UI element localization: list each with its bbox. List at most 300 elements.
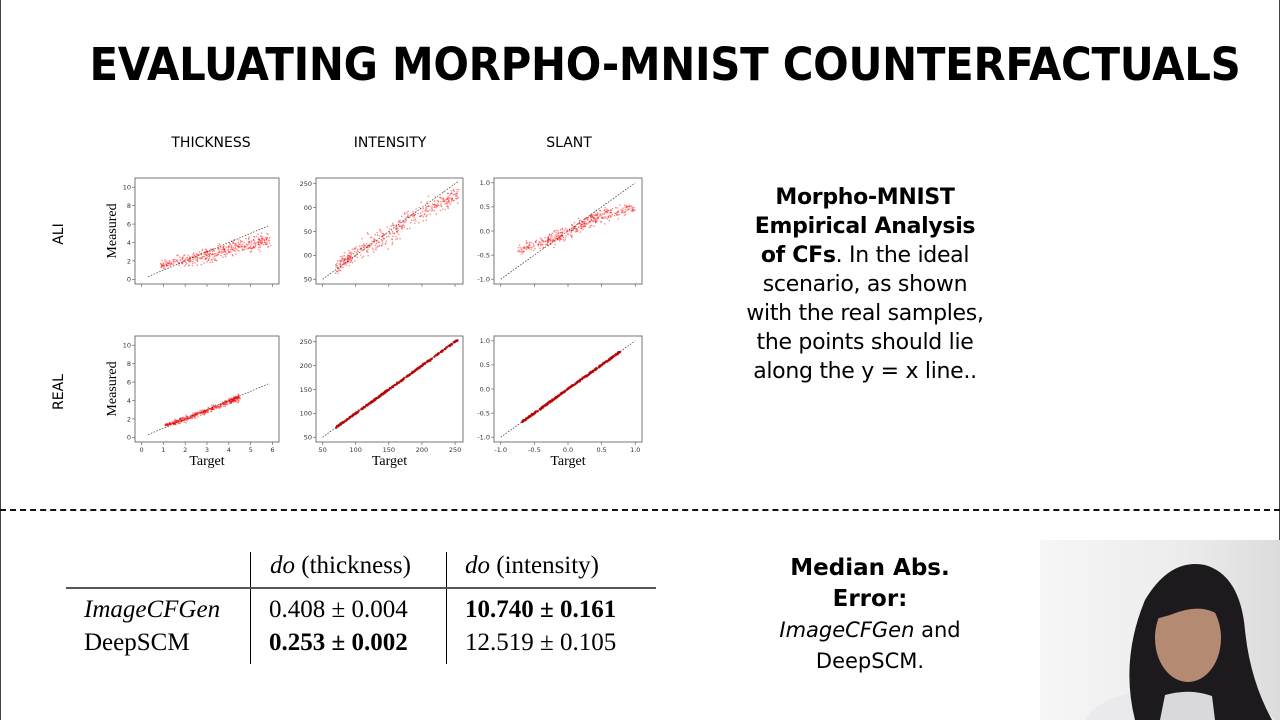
scatter-point <box>266 239 268 241</box>
scatter-point <box>426 201 428 203</box>
scatter-point <box>194 255 196 257</box>
scatter-point <box>620 209 622 211</box>
scatter-point <box>352 249 354 251</box>
scatter-point <box>456 189 458 191</box>
scatter-point <box>161 265 163 267</box>
scatter-point <box>348 265 350 267</box>
scatter-point <box>350 256 352 258</box>
scatter-point <box>528 248 530 250</box>
scatter-point <box>349 252 351 254</box>
scatter-point <box>565 228 567 230</box>
scatter-point <box>169 262 171 264</box>
scatter-point <box>205 253 207 255</box>
scatter-point <box>200 415 202 417</box>
scatter-point <box>631 207 633 209</box>
scatter-point <box>180 260 182 262</box>
scatter-point <box>431 206 433 208</box>
scatter-point <box>369 246 371 248</box>
scatter-point <box>441 206 443 208</box>
scatter-point <box>182 418 184 420</box>
scatter-point <box>236 245 238 247</box>
scatter-point <box>372 247 374 249</box>
y-tick-label: 00 <box>303 251 312 260</box>
cell-deepscm-thickness: 0.253 ± 0.002 <box>269 629 408 656</box>
scatter-point <box>223 247 225 249</box>
scatter-point <box>403 222 405 224</box>
scatter-point <box>448 201 450 203</box>
scatter-point <box>556 230 558 232</box>
scatter-point <box>386 240 388 242</box>
scatter-point <box>446 201 448 203</box>
y-tick-label: 0 <box>126 433 131 442</box>
scatter-point <box>161 259 163 261</box>
scatter-point <box>580 225 582 227</box>
scatter-point <box>189 261 191 263</box>
scatter-point <box>625 209 627 211</box>
scatter-point <box>264 239 266 241</box>
scatter-point <box>634 209 636 211</box>
scatter-point <box>581 224 583 226</box>
scatter-point <box>562 228 564 230</box>
scatter-point <box>209 256 211 258</box>
scatter-point <box>237 245 239 247</box>
scatter-point <box>185 422 187 424</box>
scatter-point <box>601 218 603 220</box>
scatter-point <box>220 404 222 406</box>
scatter-point <box>562 232 564 234</box>
scatter-point <box>385 243 387 245</box>
scatter-point <box>183 261 185 263</box>
y-tick-label: 0.0 <box>479 385 490 394</box>
scatter-point <box>166 424 168 426</box>
scatter-point <box>205 248 207 250</box>
caption-rest: and <box>914 618 961 642</box>
scatter-point <box>404 225 406 227</box>
scatter-point <box>442 200 444 202</box>
scatter-point <box>434 206 436 208</box>
scatter-point <box>415 208 417 210</box>
y-tick-label: 2 <box>126 415 131 424</box>
scatter-point <box>356 252 358 254</box>
scatter-point <box>218 406 220 408</box>
scatter-point <box>429 209 431 211</box>
scatter-point <box>606 208 608 210</box>
scatter-point <box>594 215 596 217</box>
row-header-real: REAL <box>51 374 67 410</box>
scatter-point <box>253 243 255 245</box>
scatter-point <box>179 256 181 258</box>
scatter-point <box>570 232 572 234</box>
scatter-point <box>540 237 542 239</box>
scatter-point <box>526 242 528 244</box>
scatter-point <box>422 211 424 213</box>
scatter-point <box>228 399 230 401</box>
scatter-point <box>585 221 587 223</box>
scatter-point <box>201 410 203 412</box>
scatter-figure-grid <box>0 0 700 480</box>
scatter-point <box>221 249 223 251</box>
scatter-point <box>551 240 553 242</box>
scatter-point <box>338 270 340 272</box>
scatter-point <box>226 400 228 402</box>
scatter-point <box>227 248 229 250</box>
scatter-point <box>355 246 357 248</box>
scatter-point <box>259 242 261 244</box>
scatter-point <box>258 243 260 245</box>
scatter-point <box>381 231 383 233</box>
scatter-point <box>455 196 457 198</box>
scatter-point <box>195 257 197 259</box>
scatter-point <box>360 254 362 256</box>
scatter-point <box>195 412 197 414</box>
scatter-point <box>444 203 446 205</box>
scatter-point <box>537 244 539 246</box>
scatter-point <box>360 248 362 250</box>
scatter-point <box>229 251 231 253</box>
scatter-point <box>404 212 406 214</box>
scatter-point <box>628 209 630 211</box>
scatter-point <box>526 246 528 248</box>
y-tick-label: 250 <box>299 338 312 347</box>
scatter-point <box>250 245 252 247</box>
scatter-point <box>593 226 595 228</box>
scatter-point <box>401 228 403 230</box>
scatter-point <box>337 260 339 262</box>
scatter-point <box>261 239 263 241</box>
scatter-point <box>340 256 342 258</box>
scatter-point <box>255 246 257 248</box>
scatter-point <box>266 242 268 244</box>
scatter-point <box>389 228 391 230</box>
scatter-point <box>599 210 601 212</box>
description-bold: Morpho-MNIST Empirical Analysis of CFs <box>754 185 976 268</box>
scatter-point <box>208 258 210 260</box>
scatter-point <box>631 205 633 207</box>
scatter-point <box>252 247 254 249</box>
scatter-point <box>367 255 369 257</box>
scatter-point <box>220 255 222 257</box>
scatter-point <box>600 214 602 216</box>
scatter-point <box>554 235 556 237</box>
scatter-point <box>558 235 560 237</box>
scatter-point <box>185 262 187 264</box>
scatter-point <box>454 194 456 196</box>
scatter-point <box>232 254 234 256</box>
scatter-point <box>196 257 198 259</box>
scatter-point <box>582 221 584 223</box>
scatter-point <box>565 235 567 237</box>
scatter-point <box>354 260 356 262</box>
scatter-point <box>580 228 582 230</box>
scatter-point <box>351 259 353 261</box>
scatter-point <box>560 229 562 231</box>
scatter-point <box>395 228 397 230</box>
y-tick-label: 4 <box>126 396 131 405</box>
scatter-point <box>340 270 342 272</box>
scatter-point <box>405 220 407 222</box>
scatter-point <box>251 243 253 245</box>
scatter-point <box>377 232 379 234</box>
scatter-point <box>447 206 449 208</box>
scatter-point <box>238 250 240 252</box>
scatter-point <box>236 248 238 250</box>
scatter-point <box>244 248 246 250</box>
scatter-point <box>606 210 608 212</box>
scatter-point <box>608 217 610 219</box>
scatter-point <box>338 273 340 275</box>
scatter-point <box>528 244 530 246</box>
scatter-point <box>216 254 218 256</box>
scatter-point <box>192 258 194 260</box>
scatter-point <box>201 264 203 266</box>
scatter-point <box>348 250 350 252</box>
scatter-point <box>192 261 194 263</box>
x-tick-label: 1.0 <box>630 446 641 454</box>
scatter-point <box>415 220 417 222</box>
scatter-point <box>527 246 529 248</box>
scatter-point <box>165 262 167 264</box>
scatter-point <box>539 241 541 243</box>
scatter-point <box>413 215 415 217</box>
scatter-point <box>543 247 545 249</box>
scatter-point <box>196 254 198 256</box>
scatter-point <box>188 265 190 267</box>
scatter-point <box>539 247 541 249</box>
scatter-point <box>185 264 187 266</box>
scatter-point <box>366 243 368 245</box>
scatter-point <box>414 223 416 225</box>
scatter-point <box>447 196 449 198</box>
scatter-point <box>238 247 240 249</box>
x-tick-label: 50 <box>318 446 327 454</box>
scatter-point <box>212 408 214 410</box>
scatter-point <box>446 199 448 201</box>
scatter-point <box>224 249 226 251</box>
scatter-point <box>269 242 271 244</box>
scatter-point <box>253 239 255 241</box>
scatter-point <box>223 404 225 406</box>
scatter-point <box>222 401 224 403</box>
scatter-point <box>405 221 407 223</box>
scatter-point <box>189 256 191 258</box>
scatter-point <box>230 402 232 404</box>
scatter-point <box>387 248 389 250</box>
scatter-point <box>234 250 236 252</box>
scatter-point <box>428 210 430 212</box>
scatter-point <box>204 256 206 258</box>
scatter-point <box>547 243 549 245</box>
scatter-point <box>421 215 423 217</box>
scatter-point <box>185 258 187 260</box>
scatter-point <box>222 256 224 258</box>
scatter-point <box>593 220 595 222</box>
scatter-point <box>381 241 383 243</box>
scatter-point <box>376 243 378 245</box>
scatter-point <box>612 208 614 210</box>
scatter-point <box>382 233 384 235</box>
scatter-point <box>428 205 430 207</box>
scatter-point <box>619 214 621 216</box>
scatter-point <box>379 235 381 237</box>
y-tick-label: -0.5 <box>477 251 490 260</box>
scatter-point <box>422 220 424 222</box>
scatter-point <box>211 405 213 407</box>
scatter-point <box>442 208 444 210</box>
scatter-point <box>212 251 214 253</box>
scatter-point <box>262 236 264 238</box>
scatter-point <box>267 234 269 236</box>
scatter-point <box>574 222 576 224</box>
y-tick-label: -1.0 <box>477 275 490 284</box>
scatter-point <box>453 194 455 196</box>
scatter-point <box>571 224 573 226</box>
x-tick-label: 0.0 <box>562 446 574 454</box>
scatter-point <box>268 239 270 241</box>
scatter-point <box>218 252 220 254</box>
scatter-point <box>530 249 532 251</box>
scatter-point <box>203 262 205 264</box>
scatter-point <box>590 216 592 218</box>
scatter-point <box>397 238 399 240</box>
scatter-point <box>235 253 237 255</box>
scatter-point <box>258 249 260 251</box>
scatter-point <box>182 258 184 260</box>
description-text <box>745 183 985 386</box>
row-method-imagecfgen: ImageCFGen <box>84 596 221 623</box>
scatter-point <box>206 261 208 263</box>
scatter-point <box>522 247 524 249</box>
scatter-point <box>597 212 599 214</box>
scatter-point <box>186 419 188 421</box>
scatter-point <box>522 252 524 254</box>
scatter-point <box>605 217 607 219</box>
scatter-point <box>260 246 262 248</box>
scatter-point <box>363 256 365 258</box>
scatter-point <box>395 236 397 238</box>
scatter-point <box>238 243 240 245</box>
scatter-point <box>390 225 392 227</box>
scatter-point <box>232 242 234 244</box>
scatter-point <box>412 211 414 213</box>
scatter-point <box>595 218 597 220</box>
scatter-point <box>607 218 609 220</box>
scatter-point <box>629 207 631 209</box>
y-tick-label: 150 <box>299 385 312 394</box>
scatter-point <box>251 241 253 243</box>
scatter-point <box>364 245 366 247</box>
scatter-point <box>420 213 422 215</box>
scatter-point <box>423 208 425 210</box>
scatter-point <box>361 238 363 240</box>
scatter-point <box>225 254 227 256</box>
presenter-webcam-video <box>1040 540 1280 720</box>
header-do-intensity <box>465 552 599 580</box>
y-tick-label: 50 <box>303 275 312 284</box>
caption-rest-2: DeepSCM. <box>815 649 925 673</box>
scatter-point <box>552 233 554 235</box>
scatter-point <box>341 266 343 268</box>
scatter-point <box>235 400 237 402</box>
scatter-point <box>243 242 245 244</box>
scatter-point <box>396 230 398 232</box>
scatter-point <box>612 214 614 216</box>
scatter-point <box>407 214 409 216</box>
scatter-point <box>419 207 421 209</box>
scatter-point <box>244 246 246 248</box>
scatter-point <box>233 247 235 249</box>
scatter-point <box>570 235 572 237</box>
scatter-point <box>428 196 430 198</box>
scatter-point <box>246 246 248 248</box>
x-tick-label: 0.5 <box>596 446 607 454</box>
header-text: (thickness) <box>295 552 411 579</box>
scatter-point <box>185 416 187 418</box>
y-tick-label: 8 <box>126 201 131 210</box>
y-tick-label: 6 <box>126 378 131 387</box>
scatter-point <box>564 230 566 232</box>
scatter-point <box>403 227 405 229</box>
scatter-point <box>443 198 445 200</box>
scatter-point <box>263 244 265 246</box>
scatter-point <box>558 232 560 234</box>
scatter-point <box>549 234 551 236</box>
scatter-point <box>180 417 182 419</box>
scatter-point <box>346 264 348 266</box>
scatter-point <box>344 258 346 260</box>
scatter-point <box>183 421 185 423</box>
x-axis-label: Target <box>550 454 586 469</box>
results-caption-title: Median Abs. Error: <box>790 555 950 612</box>
scatter-point <box>255 243 257 245</box>
scatter-point <box>373 251 375 253</box>
scatter-point <box>197 260 199 262</box>
scatter-point <box>199 251 201 253</box>
y-tick-label: 4 <box>126 238 131 247</box>
scatter-point <box>374 234 376 236</box>
scatter-point <box>434 196 436 198</box>
scatter-point <box>534 248 536 250</box>
scatter-point <box>399 238 401 240</box>
scatter-point <box>367 245 369 247</box>
row-header-ali: ALI <box>51 223 67 245</box>
scatter-point <box>386 236 388 238</box>
scatter-point <box>600 221 602 223</box>
scatter-point <box>371 244 373 246</box>
scatter-point <box>197 264 199 266</box>
scatter-point <box>192 412 194 414</box>
scatter-point <box>383 238 385 240</box>
scatter-point <box>453 200 455 202</box>
scatter-point <box>401 226 403 228</box>
scatter-point <box>217 245 219 247</box>
scatter-point <box>381 245 383 247</box>
scatter-point <box>530 247 532 249</box>
scatter-point <box>565 239 567 241</box>
scatter-point <box>387 226 389 228</box>
header-do-thickness <box>270 552 411 580</box>
scatter-point <box>228 245 230 247</box>
column-header-intensity: INTENSITY <box>353 135 427 151</box>
scatter-point <box>237 249 239 251</box>
scatter-point <box>370 243 372 245</box>
y-tick-label: 2 <box>126 257 131 266</box>
scatter-point <box>173 263 175 265</box>
scatter-point <box>555 231 557 233</box>
scatter-point <box>227 404 229 406</box>
scatter-point <box>166 261 168 263</box>
scatter-point <box>559 239 561 241</box>
scatter-point <box>557 239 559 241</box>
